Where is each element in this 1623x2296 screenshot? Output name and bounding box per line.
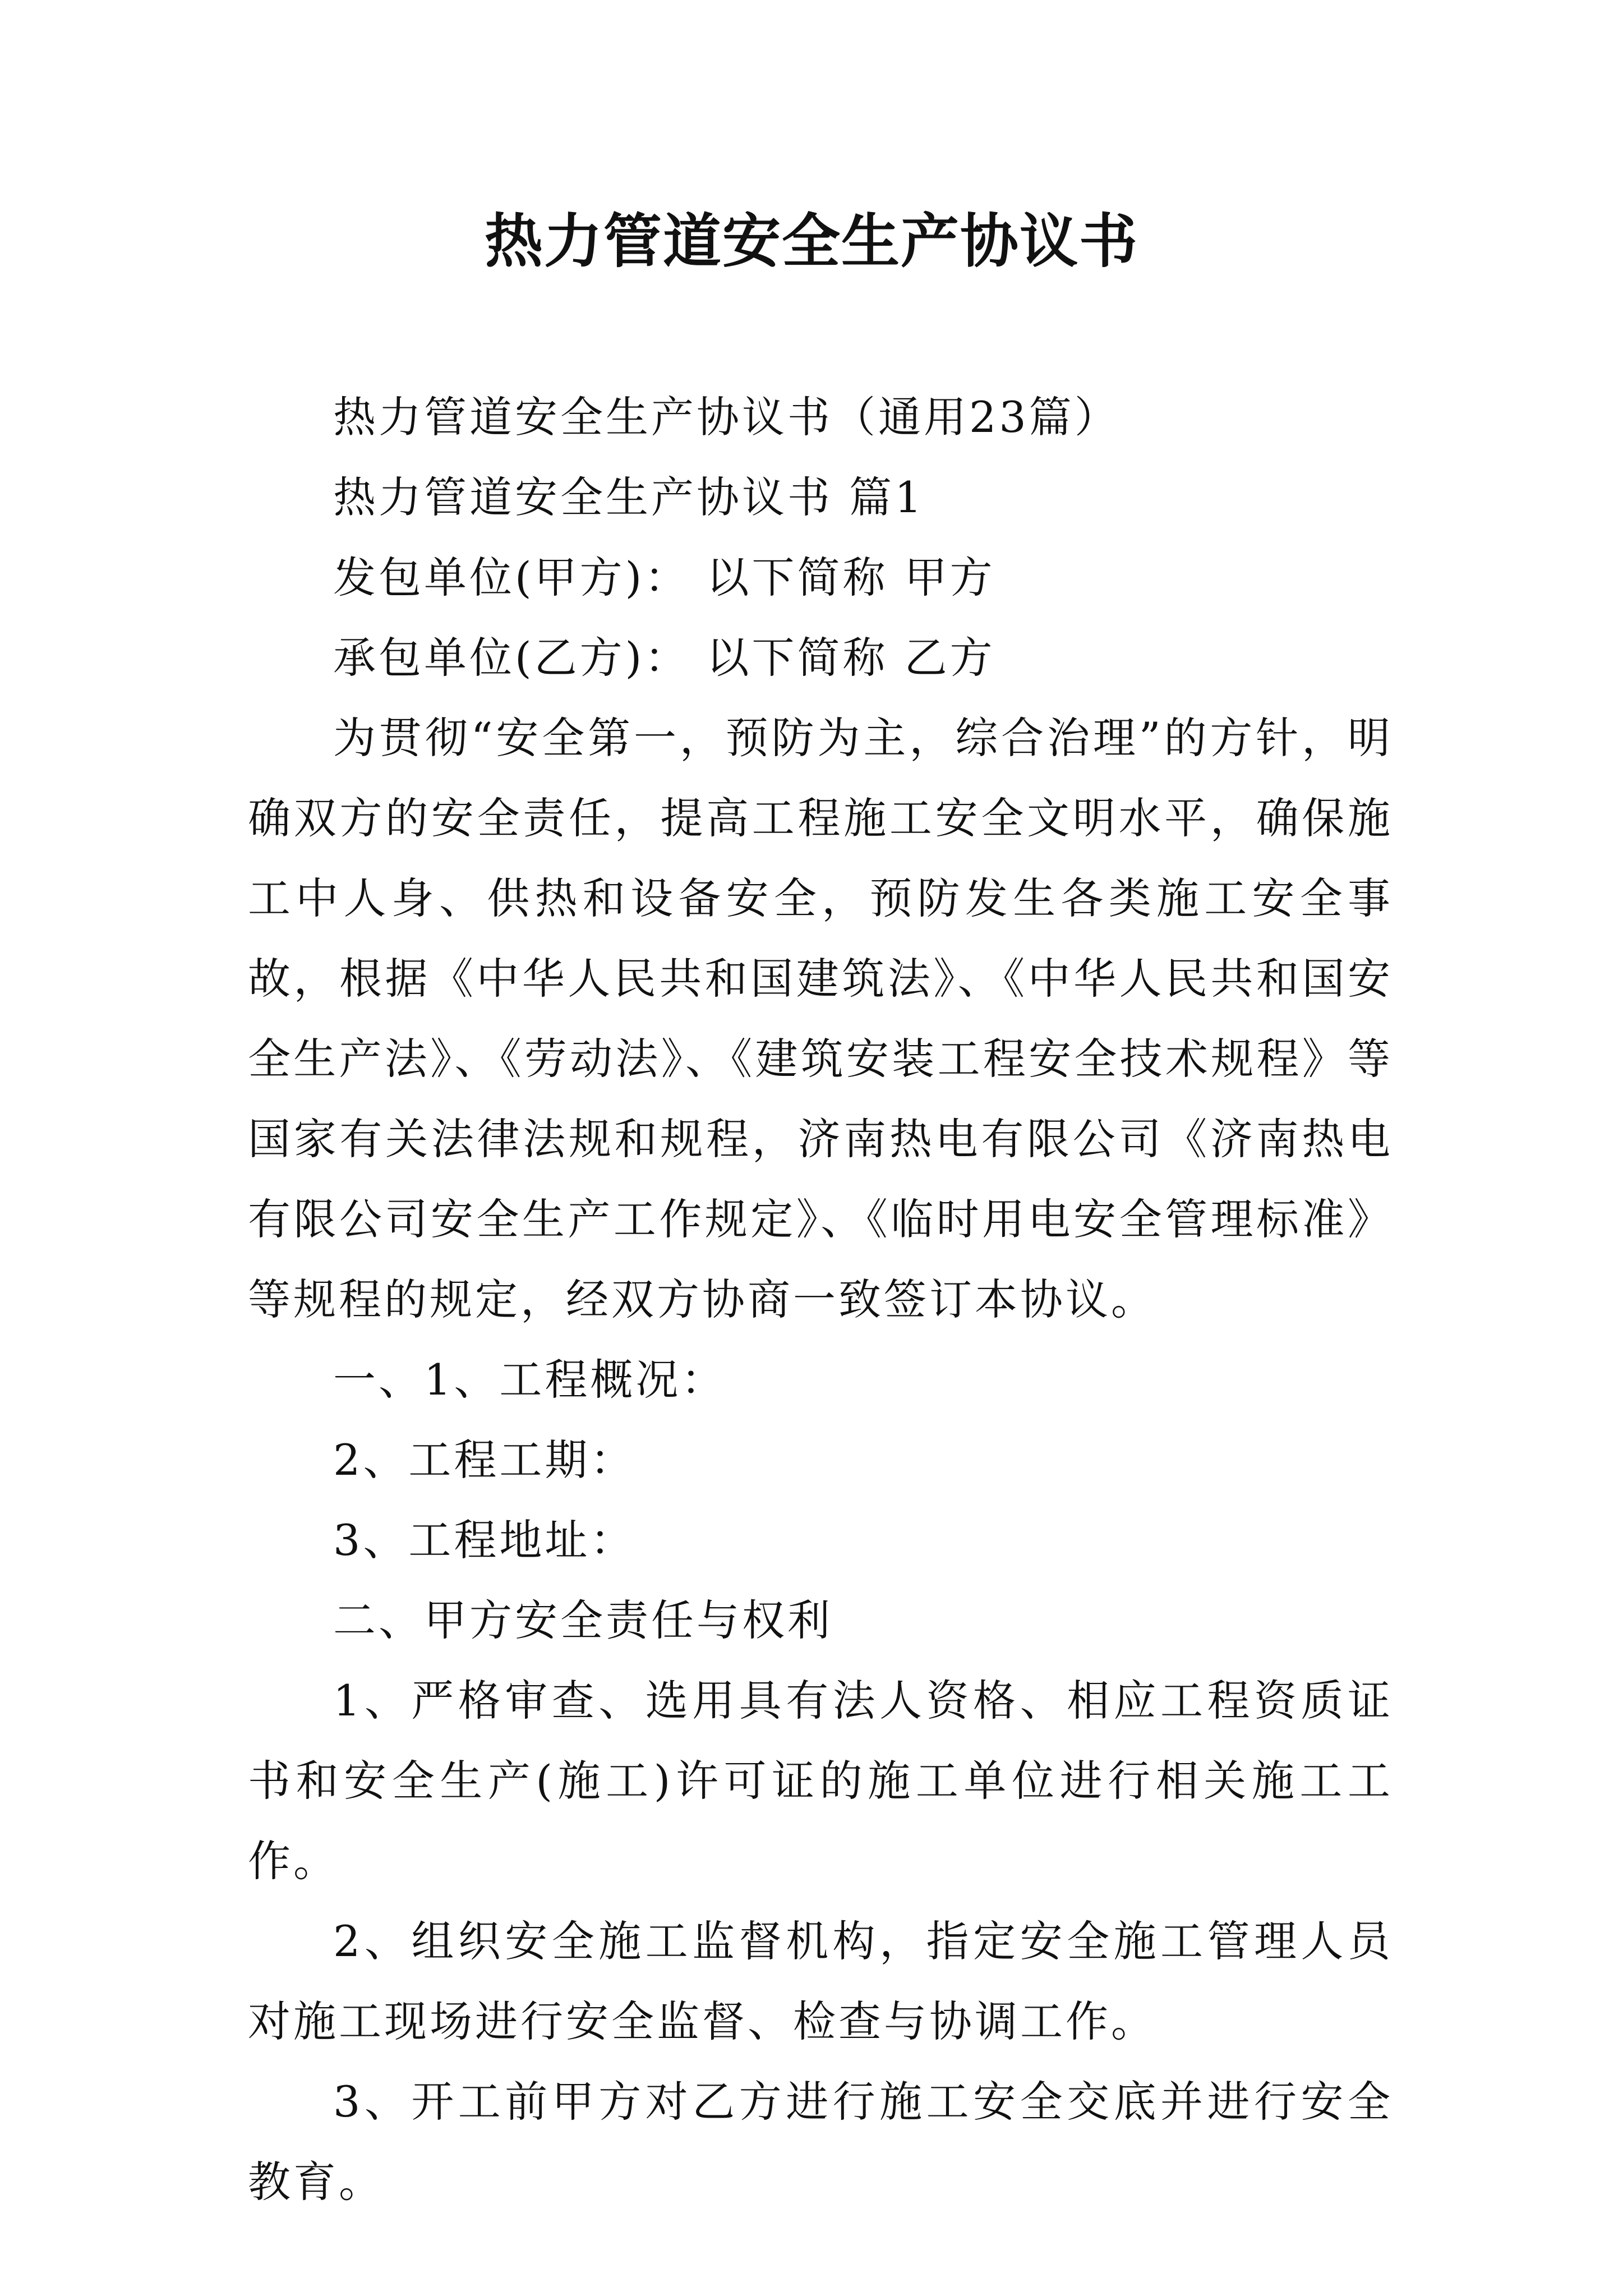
project-overview-paragraph: 一、1、工程概况： (333, 1355, 727, 1405)
party-a-duties-heading: 二、甲方安全责任与权利 (333, 1595, 833, 1645)
duty-item-2: 2、组织安全施工监督机构，指定安全施工管理人员对施工现场进行安全监督、检查与协调工作。 (248, 1916, 1393, 2046)
document-body (248, 377, 1393, 2222)
document-title: 热力管道安全生产协议书 (484, 206, 1138, 275)
duty-item-3: 3、开工前甲方对乙方进行施工安全交底并进行安全教育。 (248, 2077, 1393, 2207)
subtitle-paragraph: 热力管道安全生产协议书（通用23篇） (333, 392, 1120, 442)
section-heading-paragraph: 热力管道安全生产协议书 篇1 (333, 472, 925, 522)
project-address-paragraph: 3、工程地址： (333, 1515, 636, 1565)
party-a-paragraph: 发包单位(甲方)： 以下简称 甲方 (333, 553, 995, 602)
project-period-paragraph: 2、工程工期： (333, 1435, 636, 1485)
duty-item-1: 1、严格审查、选用具有法人资格、相应工程资质证书和安全生产(施工)许可证的施工单位进行相关施工工作。 (248, 1676, 1393, 1886)
purpose-paragraph: 为贯彻“安全第一，预防为主，综合治理”的方针，明确双方的安全责任，提高工程施工安全文明水平，确保施工中人身、供热和设备安全，预防发生各类施工安全事故，根据《中华人民共和国建筑法》、《中华人民共和国安全生产法》、《劳动法》、《建筑安装工程安全技术规程》等国家有关法律法规和规程，济南热电有限公司《济南热电有限公司安全生产工作规定》、《临时用电安全管理标准》等规程的规定，经双方协商一致签订本协议。 (248, 713, 1393, 1324)
party-b-paragraph: 承包单位(乙方)： 以下简称 乙方 (333, 633, 995, 683)
